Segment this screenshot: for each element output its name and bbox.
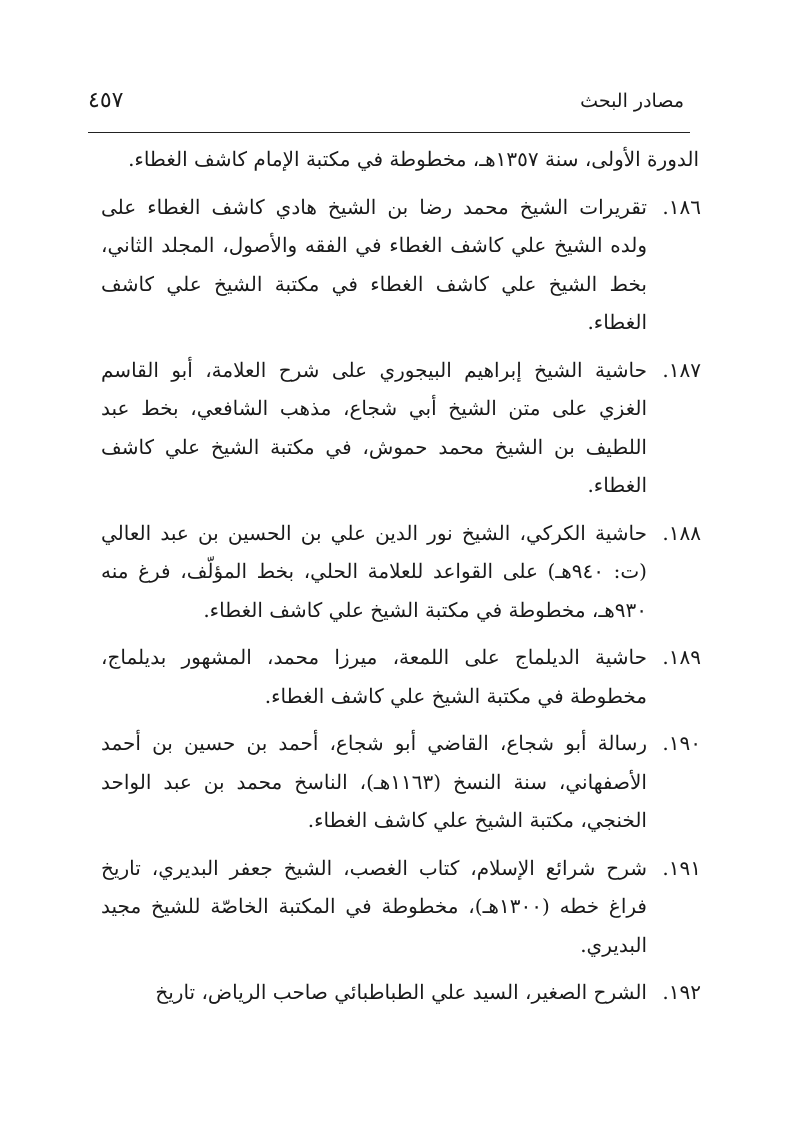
continuation-entry xyxy=(101,140,699,179)
entry-text: تقريرات الشيخ محمد رضا بن الشيخ هادي كاشف الغطاء على ولده الشيخ علي كاشف الغطاء في الفقه والأصول، المجلد الثاني، بخط الشيخ علي كاشف الغطاء في مكتبة الشيخ علي كاشف الغطاء. xyxy=(101,194,647,334)
entry-text: حاشية الشيخ إبراهيم البيجوري على شرح العلامة، أبو القاسم الغزي على متن الشيخ أبي شجاع، مذهب الشافعي، بخط عبد اللطيف بن الشيخ محمد حموش، في مكتبة الشيخ علي كاشف الغطاء. xyxy=(101,357,647,497)
entry-number: ١٨٦. xyxy=(662,194,701,219)
bibliography-entry xyxy=(101,351,699,505)
entry-number: ١٩٠. xyxy=(662,731,701,755)
entry-number: ١٨٧. xyxy=(662,357,701,382)
entry-text: رسالة أبو شجاع، القاضي أبو شجاع، أحمد بن حسين بن أحمد الأصفهاني، سنة النسخ (١١٦٣هـ)، الناسخ محمد بن عبد الواحد الخنجي، مكتبة الشيخ علي كاشف الغطاء. xyxy=(101,731,647,832)
entry-text: الشرح الصغير، السيد علي الطباطبائي صاحب الرياض، تاريخ xyxy=(155,980,647,1004)
bibliography-list xyxy=(101,140,699,1021)
entry-number: ١٩٢. xyxy=(662,980,701,1004)
entry-number: ١٨٩. xyxy=(662,645,701,669)
bibliography-entry xyxy=(101,849,699,965)
page-number: ٤٥٧ xyxy=(88,88,124,113)
entry-text: حاشية الديلماج على اللمعة، ميرزا محمد، المشهور بديلماج، مخطوطة في مكتبة الشيخ علي كاشف الغطاء. xyxy=(101,645,647,708)
entry-number: ١٩١. xyxy=(662,855,701,880)
entry-number: ١٨٨. xyxy=(662,520,701,545)
page-header xyxy=(88,82,690,133)
running-head: مصادر البحث xyxy=(580,90,684,112)
entry-text: حاشية الكركي، الشيخ نور الدين علي بن الحسين بن عبد العالي (ت: ٩٤٠هـ) على القواعد للعلامة الحلي، بخط المؤلّف، فرغ منه ٩٣٠هـ، مخطوطة في مكتبة الشيخ علي كاشف الغطاء. xyxy=(101,520,647,622)
bibliography-entry xyxy=(101,514,699,630)
bibliography-entry xyxy=(101,973,699,1012)
bibliography-entry xyxy=(101,188,699,342)
bibliography-entry xyxy=(101,724,699,840)
entry-text: الدورة الأولى، سنة ١٣٥٧هـ، مخطوطة في مكتبة الإمام كاشف الغطاء. xyxy=(128,147,699,171)
entry-text: شرح شرائع الإسلام، كتاب الغصب، الشيخ جعفر البديري، تاريخ فراغ خطه (١٣٠٠هـ)، مخطوطة في المكتبة الخاصّة للشيخ مجيد البديري. xyxy=(101,855,647,957)
bibliography-entry xyxy=(101,638,699,715)
